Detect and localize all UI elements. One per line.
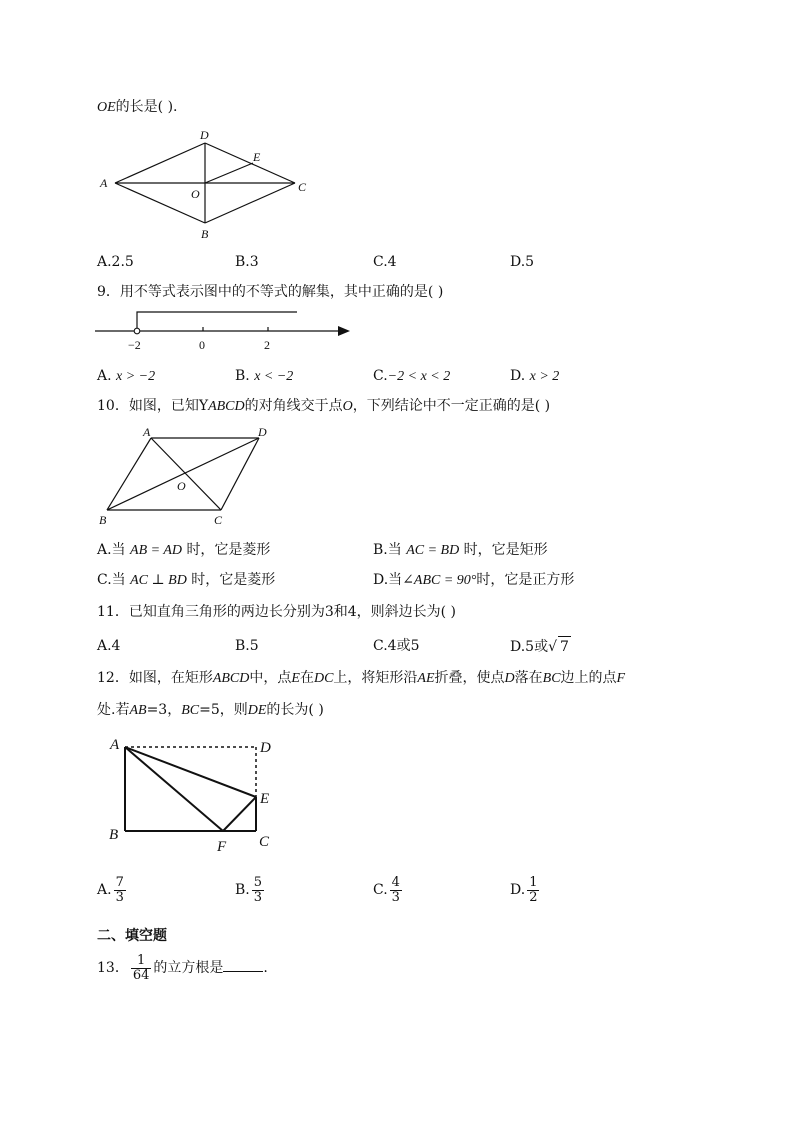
q10-label-d: D (258, 425, 267, 439)
q12-option-a: A. $\frac{7}{3}$ (97, 874, 124, 905)
parallelogram-symbol: Y (198, 398, 209, 414)
q12-label-c: C (259, 834, 270, 850)
q12-option-b: B. $\frac{5}{3}$ (235, 874, 263, 905)
q10-option-d: D.当∠ABC = 90°时，它是正方形 (373, 572, 575, 588)
q8-option-b: B.3 (235, 254, 259, 270)
q9-number-line (95, 305, 355, 355)
q10-option-c: C.当 AC ⊥ BD 时，它是菱形 (97, 572, 276, 588)
q12-rectangle-fold-figure (100, 733, 290, 858)
q8-label-a: A (100, 176, 108, 190)
q11-option-b: B.5 (235, 638, 259, 654)
q9-tick-2: 2 (264, 338, 270, 352)
q8-label-b: B (201, 227, 209, 241)
q13-stem: 13． $\frac{1}{64}$ 的立方根是 . (97, 952, 268, 983)
q10-label-c: C (214, 513, 223, 527)
q9-stem: 9．用不等式表示图中的不等式的解集，其中正确的是( ) (97, 284, 444, 300)
q9-tick-0: 0 (199, 338, 205, 352)
q9-option-c: C.−2 < x < 2 (373, 368, 451, 384)
q9-option-d: D. x > 2 (510, 368, 560, 384)
q10-option-b: B.当 AC = BD 时，它是矩形 (373, 542, 548, 558)
q12-label-f: F (217, 839, 227, 855)
q8-label-o: O (191, 187, 200, 201)
q12-option-c: C. $\frac{4}{3}$ (373, 874, 400, 905)
q12-stem-line2: 处.若AB=3，BC=5，则DE的长为( ) (97, 702, 324, 718)
q10-label-o: O (177, 479, 186, 493)
q8-oe: OE (97, 100, 116, 115)
sqrt-radicand: 7 (558, 636, 571, 657)
q8-label-e: E (253, 150, 261, 164)
q8-option-c: C.4 (373, 254, 397, 270)
q8-stem-tail (97, 97, 178, 118)
q10-parallelogram-figure (95, 424, 285, 530)
q8-label-c: C (298, 180, 307, 194)
q11-option-d: D.5或√ 7 (510, 636, 571, 657)
q8-option-d: D.5 (510, 254, 535, 270)
q9-option-b: B. x < −2 (235, 368, 294, 384)
q12-label-e: E (260, 791, 270, 807)
q12-option-d: D. $\frac{1}{2}$ (510, 874, 538, 905)
q9-tick-neg2: −2 (128, 338, 141, 352)
q10-label-b: B (99, 513, 107, 527)
answer-blank[interactable] (223, 957, 263, 972)
q9-option-a: A. x > −2 (97, 368, 156, 384)
q12-stem-line1: 12．如图，在矩形ABCD中，点E在DC上，将矩形沿AE折叠，使点D落在BC边上的点F (97, 670, 626, 686)
section-heading: 二、填空题 (97, 928, 167, 944)
q12-label-d: D (260, 740, 271, 756)
q11-option-a: A.4 (97, 638, 121, 654)
q12-label-a: A (110, 737, 120, 753)
q8-rhombus-figure (95, 125, 320, 245)
q8-tail-text: 的长是( ). (115, 99, 178, 115)
q11-option-c: C.4或5 (373, 638, 420, 654)
q11-stem: 11．已知直角三角形的两边长分别为3和4，则斜边长为( ) (97, 604, 457, 620)
q10-label-a: A (143, 425, 151, 439)
q12-label-b: B (109, 827, 119, 843)
q10-stem: 10．如图，已知YABCD的对角线交于点O，下列结论中不一定正确的是( ) (97, 398, 551, 414)
q8-label-d: D (200, 128, 209, 142)
q10-option-a: A.当 AB = AD 时，它是菱形 (97, 542, 271, 558)
q8-option-a: A.2.5 (97, 254, 134, 270)
